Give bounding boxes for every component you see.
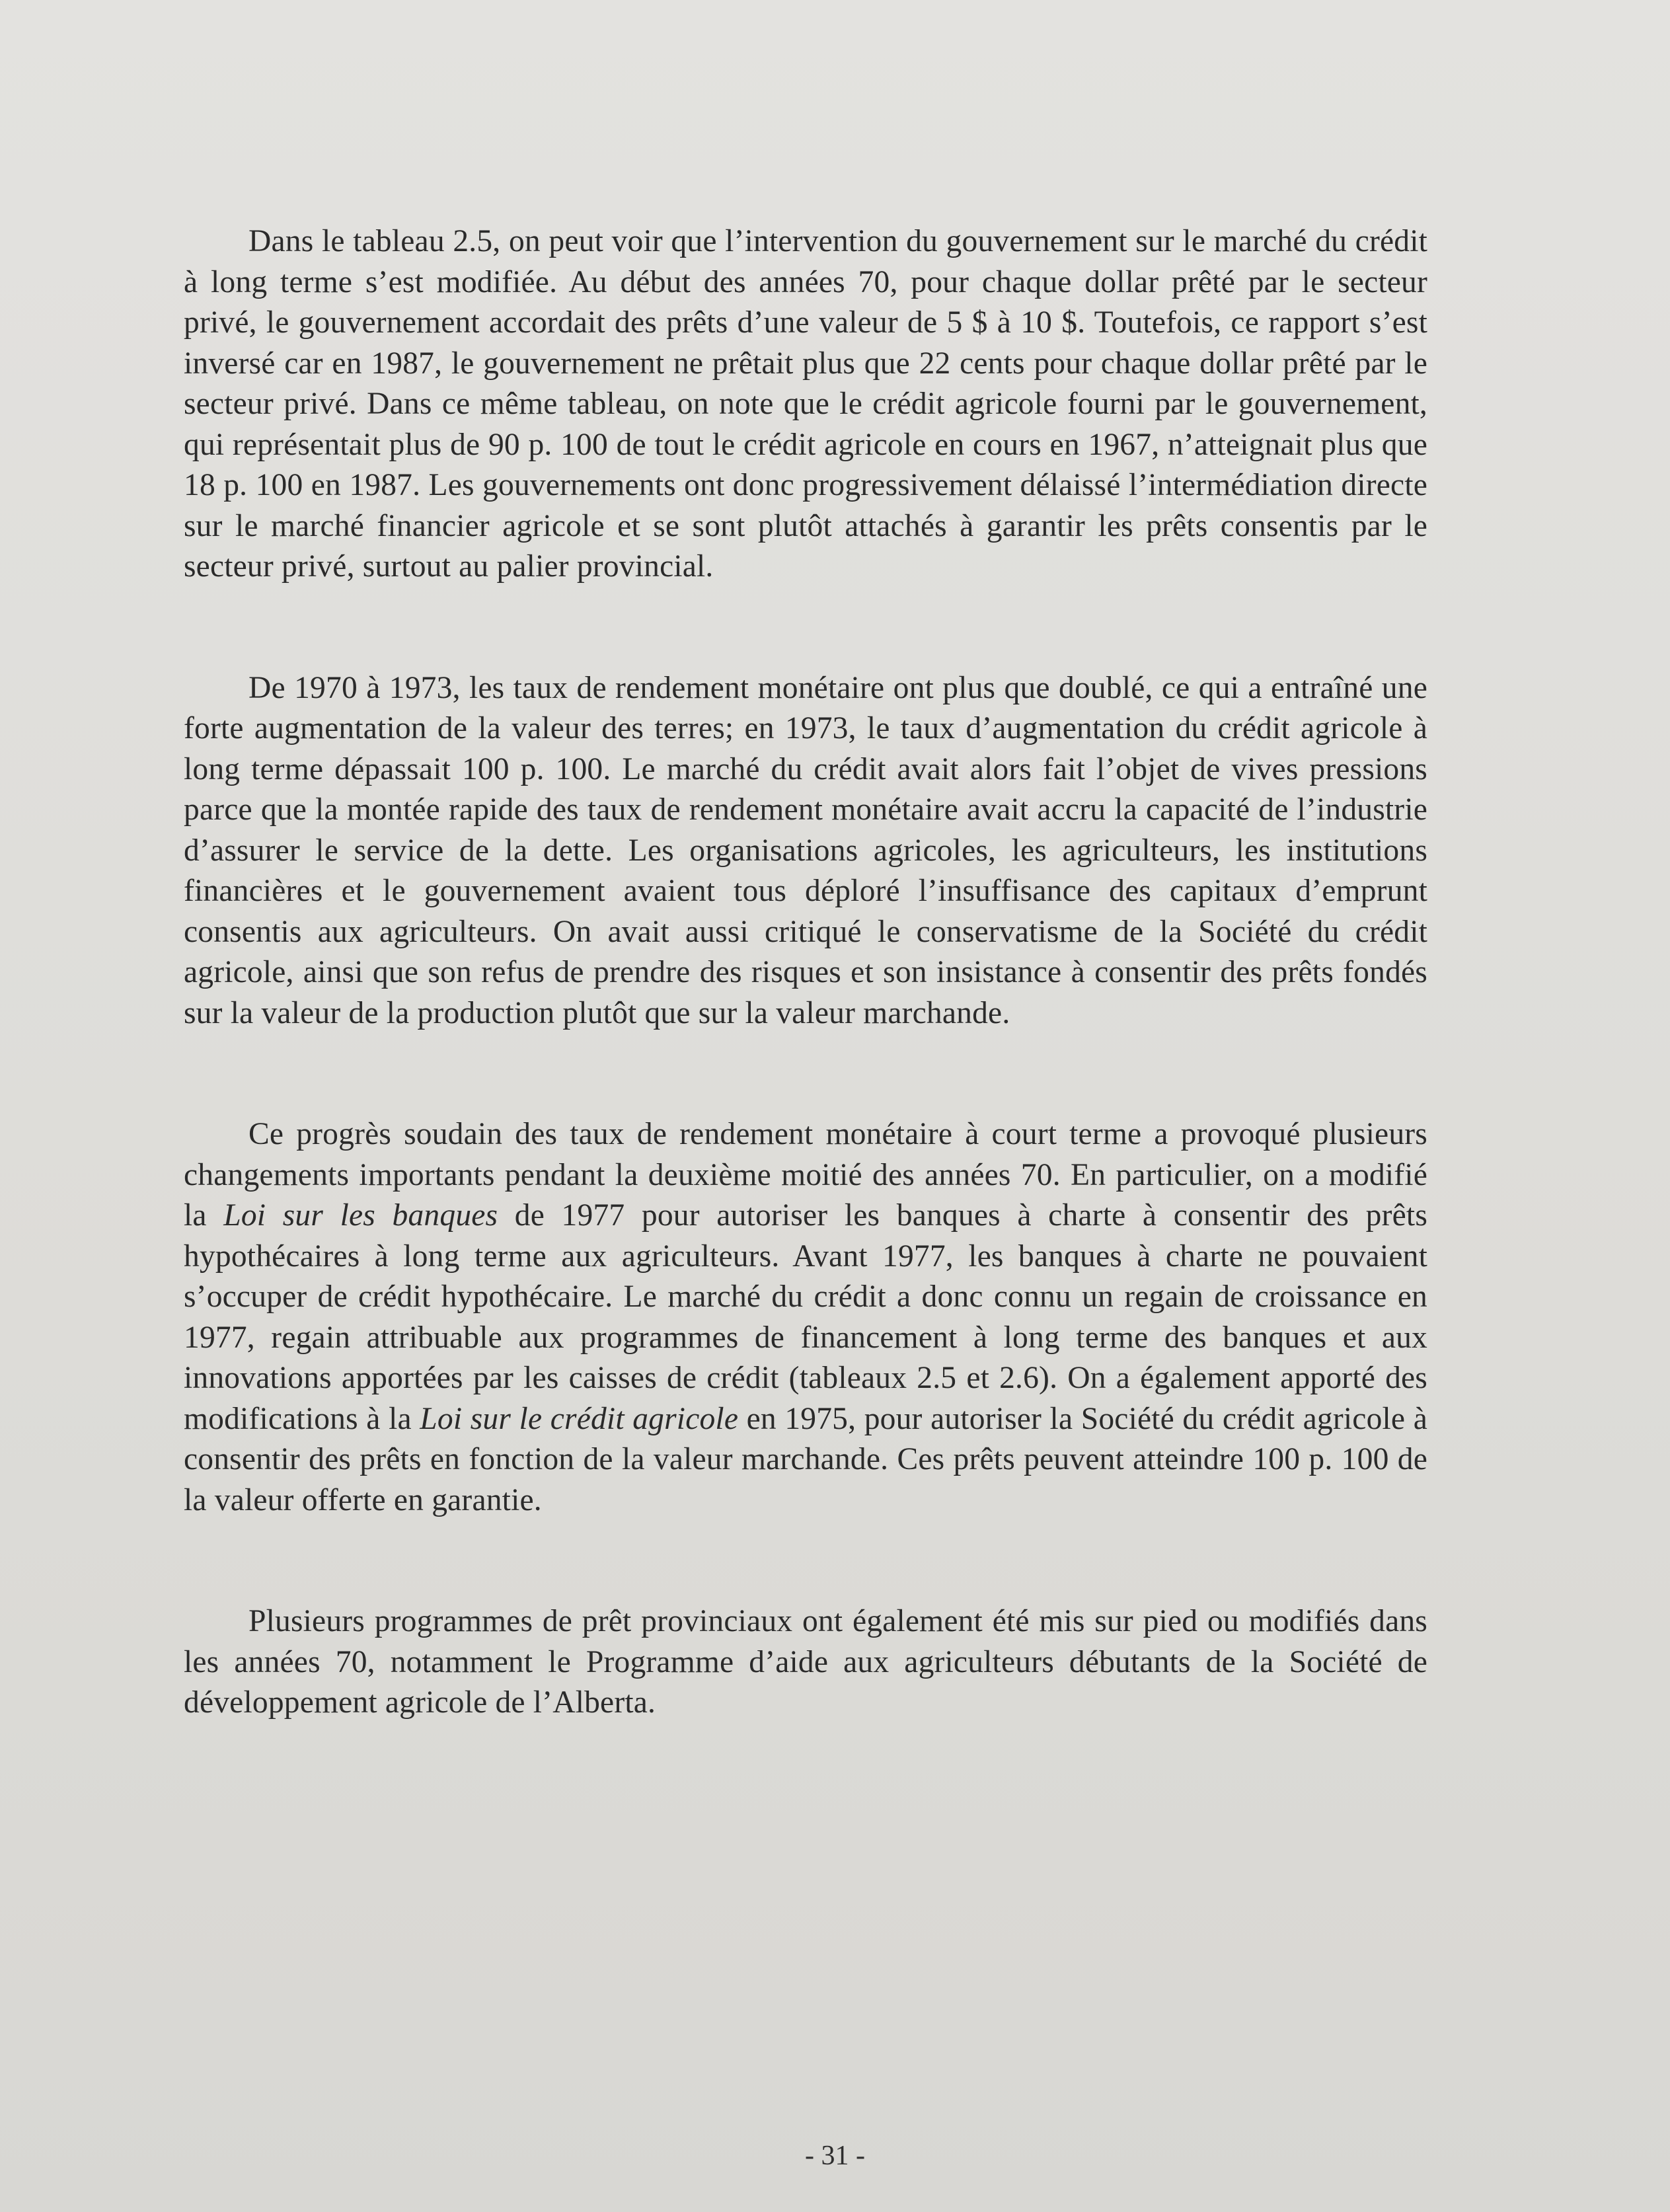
paragraph-4 (184, 1601, 1427, 1724)
law-title-credit-agricole: Loi sur le crédit agricole (420, 1401, 739, 1436)
paragraph-3 (184, 1114, 1427, 1521)
paragraph-3-text-a: Ce progrès soudain des taux de rendement monétaire à court terme a provoqué plusieurs changements importants pendant la deuxième moitié des années 70. En particulier, on a modifié la (184, 1117, 1427, 1233)
paragraph-1-text: Dans le tableau 2.5, on peut voir que l’intervention du gouvernement sur le marché du crédit à long terme s’est modifiée. Au début des années 70, pour chaque dollar prêté par le secteur privé, le gouvernement accordait des prêts d’une valeur de 5 $ à 10 $. Toutefois, ce rapport s’est inversé car en 1987, le gouvernement ne prêtait plus que 22 cents pour chaque dollar prêté par le secteur privé. Dans ce même tableau, on note que le crédit agricole fourni par le gouvernement, qui représentait plus de 90 p. 100 de tout le crédit agricole en cours en 1967, n’atteignait plus que 18 p. 100 en 1987. Les gouvernements ont donc progressivement délaissé l’intermédiation directe sur le marché financier agricole et se sont plutôt attachés à garantir les prêts consentis par le secteur privé, surtout au palier provincial. (184, 224, 1427, 584)
paragraph-3-text-b: de 1977 pour autoriser les banques à charte à consentir des prêts hypothécaires à long terme aux agriculteurs. Avant 1977, les banques à charte ne pouvaient s’occuper de crédit hypothécaire. Le marché du crédit a donc connu un regain de croissance en 1977, regain attribuable aux programmes de financement à long terme des banques et aux innovations apportées par les caisses de crédit (tableaux 2.5 et 2.6). On a également apporté des modifications à la (184, 1198, 1427, 1436)
paragraph-2 (184, 668, 1427, 1034)
paragraph-1 (184, 221, 1427, 588)
law-title-banques: Loi sur les banques (223, 1198, 498, 1233)
body-text (184, 221, 1427, 1724)
paragraph-4-text: Plusieurs programmes de prêt provinciaux ont également été mis sur pied ou modifiés dans les années 70, notamment le Programme d’aide aux agriculteurs débutants de la Société de développement agricole de l’Alberta. (184, 1604, 1427, 1720)
paragraph-3-text-c: en 1975, pour autoriser la Société du crédit agricole à consentir des prêts en fonction de la valeur marchande. Ces prêts peuvent atteindre 100 p. 100 de la valeur offerte en garantie. (184, 1401, 1427, 1517)
page-number: - 31 - (805, 2141, 865, 2171)
paragraph-2-text: De 1970 à 1973, les taux de rendement monétaire ont plus que doublé, ce qui a entraîné une forte augmentation de la valeur des terres; en 1973, le taux d’augmentation du crédit agricole à long terme dépassait 100 p. 100. Le marché du crédit avait alors fait l’objet de vives pressions parce que la montée rapide des taux de rendement monétaire avait accru la capacité de l’industrie d’assurer le service de la dette. Les organisations agricoles, les agriculteurs, les institutions financières et le gouvernement avaient tous déploré l’insuffisance des capitaux d’emprunt consentis aux agriculteurs. On avait aussi critiqué le conservatisme de la Société du crédit agricole, ainsi que son refus de prendre des risques et son insistance à consentir des prêts fondés sur la valeur de la production plutôt que sur la valeur marchande. (184, 670, 1427, 1030)
